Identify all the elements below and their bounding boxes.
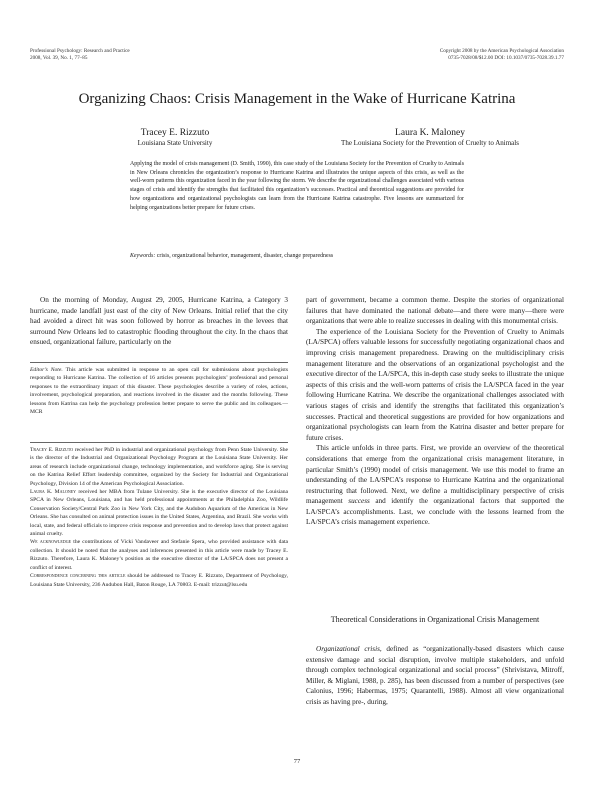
section-heading: Theoretical Considerations in Organizational Crisis Management — [330, 615, 540, 624]
body-text: This article unfolds in three parts. First, we provide an overview of the theoretical considerations that emerge from the organizational crisis management literature, in particular Smith’s (1990) model of crisis management. We use this model to frame an understanding of the LA/SPCA’s response to Hurricane Katrina and the organizational restructuring that followed. Next, we define a multidisciplinary perspective of crisis management — [306, 444, 564, 506]
journal-header-right — [440, 48, 564, 61]
correspondence-text: should be addressed to Tracey E. Rizzuto, Department of Psychology, Louisiana State University, 236 Audubon Hall, Baton Rouge, LA 70803. E-mail: trizzut@lsu.edu — [30, 573, 289, 588]
keywords-text: crisis, organizational behavior, management, disaster, change preparedness — [156, 253, 334, 259]
emphasis-text: success — [348, 497, 370, 506]
body-paragraph — [306, 644, 564, 708]
body-text: and identify the organizational factors that supported the LA/SPCA’s accomplishments. Last, we conclude with the lessons learned from the LA/SPCA’s crisis management experience. — [306, 497, 564, 527]
article-title: Organizing Chaos: Crisis Management in the Wake of Hurricane Katrina — [78, 91, 516, 107]
correspondence-label: Correspondence concerning this article — [30, 573, 126, 580]
editors-note — [30, 366, 288, 416]
author-block-1 — [100, 128, 250, 148]
author-note-text: received her MBA from Tulane University. She is the executive director of the Louisiana SPCA in New Orleans, Louisiana, and has held professional appointments at the Philadelphia Zoo, Wildlife Conservation Society/Central Park Zoo in New York City, and the Audubon Aquarium of the Americas in New Orleans. She has consulted on animal protection issues in the United States, Argentina, and Brazil. She works with local, state, and federal officials to improve crisis response and prevention and to develop laws that protect against animal cruelty. — [30, 489, 288, 538]
emphasis-text: Organizational crisis, — [316, 645, 382, 653]
journal-header-left — [30, 48, 130, 61]
body-left-column — [30, 295, 288, 348]
journal-name: Professional Psychology: Research and Practice — [30, 48, 130, 54]
keywords — [130, 252, 464, 260]
journal-volume: 2008, Vol. 39, No. 1, 77–85 — [30, 54, 88, 61]
page-number: 77 — [293, 758, 301, 765]
author-note-name: Tracey E. Rizzuto — [30, 447, 74, 453]
body-paragraph — [306, 443, 564, 528]
keywords-label: Keywords: — [130, 253, 156, 259]
author-block-2 — [300, 128, 560, 148]
copyright-line: Copyright 2008 by the American Psychological Association — [439, 48, 564, 54]
author-affiliation: Louisiana State University — [137, 139, 213, 147]
body-right-column-lower — [306, 644, 564, 708]
footnote-rule — [30, 442, 288, 443]
author-note-name: Laura K. Maloney — [30, 489, 77, 496]
body-paragraph: part of government, became a common theme. Despite the stories of organizational failures that have dominated the national debate—and there were many—there were organizations that were able to realize successes in dealing with this monumental crisis. — [306, 296, 564, 326]
author-name: Laura K. Maloney — [395, 128, 465, 138]
body-right-column — [306, 295, 564, 528]
acknowledgement-text: the contributions of Vicki Vandaveer and Stefanie Spera, who provided assistance with data collection. It should be noted that the analyses and inferences presented in this article were made by Tracey E. Rizzuto. Therefore, Laura K. Maloney’s position as the executive director of the LA/SPCA does not present a conflict of interest. — [30, 539, 288, 571]
author-name: Tracey E. Rizzuto — [140, 128, 210, 138]
author-notes — [30, 446, 288, 589]
footnote-rule — [30, 362, 288, 363]
editors-note-text: This article was submitted in response to an open call for submissions about psychologists responding to Hurricane Katrina. The collection of 16 articles presents psychologists’ professional and personal responses to the extraordinary impact of this disaster. These psychologies describe a variety of roles, actions, involvement, psychological preparation, and reactions involved in the disaster and the months following. These lessons from Katrina can help the psychology profession better prepare to serve the public and its colleagues.—MCR — [30, 367, 288, 416]
editors-note-label: Editor’s Note. — [30, 367, 63, 373]
author-affiliation: The Louisiana Society for the Prevention of Cruelty to Animals — [341, 139, 519, 147]
acknowledgement-label: We acknowledge — [30, 539, 72, 546]
body-paragraph: On the morning of Monday, August 29, 2005, Hurricane Katrina, a Category 3 hurricane, made landfall just east of the city of New Orleans. Initial relief that the city had avoided a direct hit was soon followed by horror as breaches in the levees that surround New Orleans led to catastrophic flooding throughout the city. In the chaos that ensued, organizational failure, particularly on the — [30, 296, 288, 347]
body-paragraph: The experience of the Louisiana Society for the Prevention of Cruelty to Animals (LA/SPCA) offers valuable lessons for successfully negotiating organizational chaos and improving crisis management preparedness. Drawing on the multidisciplinary crisis management literature and the observations of an organizational psychologist and the executive director of the LA/SPCA, this in-depth case study seeks to illustrate the unique aspects of this crisis and the well-worn patterns of crisis the LA/SPCA faced in the year following Hurricane Katrina. We describe the organizational challenges associated with various stages of crisis and identify the strengths that facilitated this organization’s successes. Practical and theoretical suggestions are provided for how organizations and organizational psychologists can learn from the Katrina disaster and better prepare for future crises. — [306, 327, 564, 442]
body-text: defined as “organizationally-based disasters which cause extensive damage and social disruption, involve multiple stakeholders, and unfold through complex technological organizational and social process” (Shrivistava, Mitroff, Miller, & Miglani, 1988, p. 285), has been discussed from a number of perspectives (see Calonius, 1996; Habermas, 1975; Quarantelli, 1988). Almost all view organizational crisis as having pre-, during, — [306, 645, 565, 706]
doi-line: 0735-7028/08/$12.00 DOI: 10.1037/0735-7028.39.1.77 — [448, 54, 564, 61]
author-note-text: received her PhD in industrial and organizational psychology from Penn State University. She is the director of the Industrial and Organizational Psychology Program at the Louisiana State University. Her areas of research include organizational change, technology implementation, and workforce aging. She is serving on the Katrina Relief Effort leadership committee, organized by the Society for Industrial and Organizational Psychology, Division 14 of the American Psychological Association. — [30, 447, 289, 487]
abstract: Applying the model of crisis management (D. Smith, 1990), this case study of the Louisiana Society for the Prevention of Cruelty to Animals in New Orleans chronicles the organization’s response to Hurricane Katrina and illustrates the unique aspects of this crisis, as well as the well-worn patterns this organization faced in the year following the storm. We describe the organizational challenges associated with various stages of crisis and identify the strengths that facilitated this organization’s successes. Practical and theoretical suggestions are provided for how organizations and organizational psychologists can learn from the Hurricane Katrina catastrophe. Five lessons are summarized for helping organizations better prepare for future crises. — [130, 161, 464, 211]
